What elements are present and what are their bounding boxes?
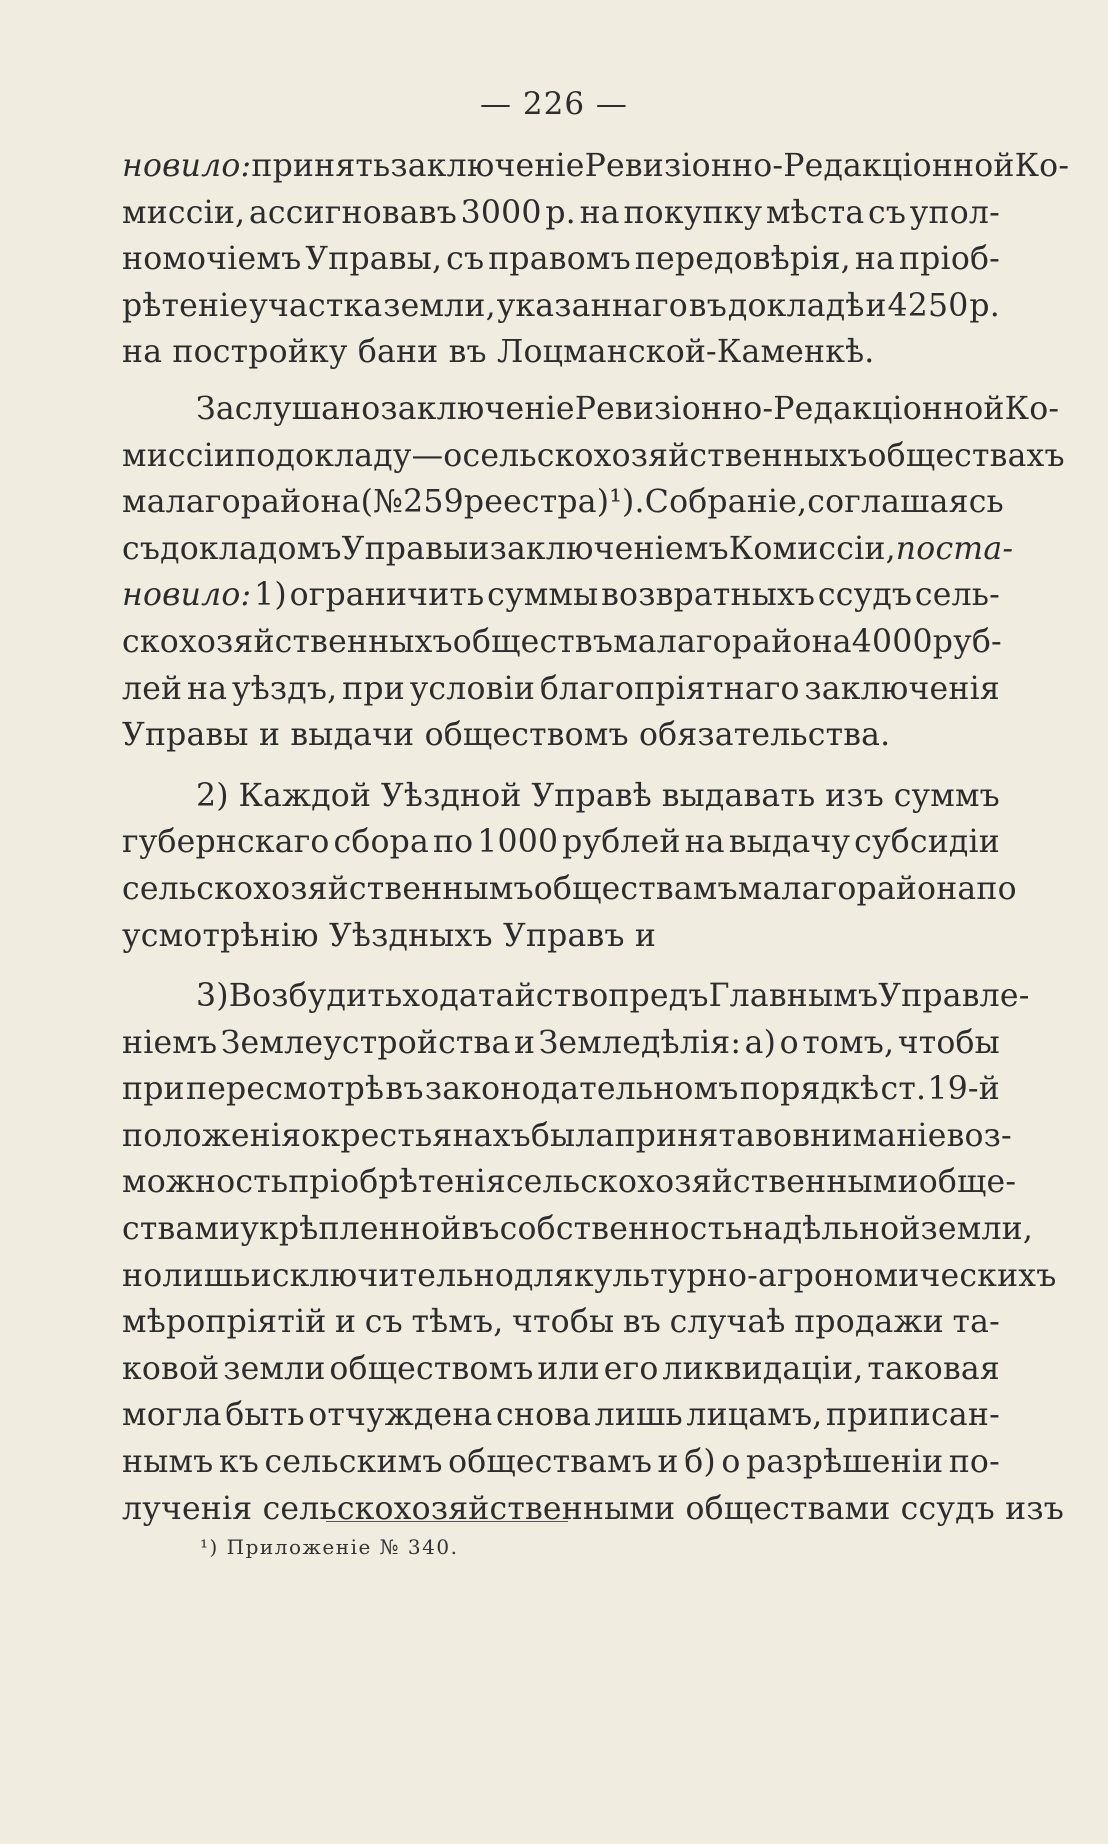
word: принята: [614, 1117, 756, 1154]
word: съ: [122, 530, 161, 567]
word: рублей: [562, 824, 681, 861]
word: о: [779, 1024, 799, 1061]
word: Землеустройства: [220, 1024, 511, 1061]
word: томъ,: [802, 1024, 895, 1061]
word: таковая: [867, 1350, 1000, 1387]
paragraph: [122, 148, 1070, 381]
word: предъ: [608, 978, 709, 1015]
word: для: [514, 1257, 574, 1294]
word: въ: [385, 1071, 424, 1108]
word: ссудъ: [900, 1490, 995, 1527]
word: Управы,: [305, 241, 443, 278]
text-line: [122, 530, 1014, 578]
word: та-: [952, 1304, 1000, 1341]
word: или: [537, 1350, 600, 1387]
word: земли,: [383, 287, 496, 324]
text-line: [122, 437, 1065, 485]
word: при: [122, 1071, 185, 1108]
word: ствами: [122, 1211, 241, 1248]
word: усмотрѣнію: [122, 917, 319, 954]
word: приписан-: [825, 1397, 1000, 1434]
word: можность: [122, 1164, 289, 1201]
text-line: [122, 334, 1000, 381]
word: пріобрѣтенія: [288, 1164, 506, 1201]
text-line: [122, 241, 1000, 288]
text-line: [122, 824, 1000, 871]
word: а): [744, 1024, 777, 1061]
word: малаго: [613, 623, 732, 660]
word: и: [513, 1024, 536, 1061]
word: по-: [948, 1444, 1000, 1481]
text-line: [122, 577, 1000, 624]
word: пріоб-: [898, 241, 1000, 278]
word: исключительно: [250, 1257, 514, 1294]
word: Ко-: [1014, 148, 1070, 184]
word: Ко-: [1004, 390, 1060, 427]
word: бани: [357, 334, 439, 371]
word: докладомъ: [160, 530, 342, 567]
word: Ревизіонно-Редакціонной: [574, 390, 1005, 427]
word: 4000: [851, 623, 933, 660]
word: упол-: [909, 194, 1000, 231]
word: по: [235, 437, 276, 474]
word: порядкѣ: [739, 1071, 880, 1108]
word: (№: [360, 484, 404, 521]
word: и: [468, 530, 490, 567]
word: Главнымъ: [708, 978, 879, 1015]
word: съ: [364, 1304, 403, 1341]
word: во: [755, 1117, 793, 1154]
text-line: [122, 1490, 1064, 1538]
word: б): [684, 1444, 716, 1481]
word: по: [976, 870, 1017, 907]
word: его: [603, 1350, 659, 1387]
word: возвратныхъ: [601, 577, 816, 614]
word: Уѣздной: [380, 777, 522, 814]
word: обществамъ: [533, 870, 738, 907]
word: въ: [448, 334, 487, 371]
word: Комиссіи,: [728, 530, 896, 567]
word: о: [721, 1444, 741, 1481]
text-line: [122, 918, 1000, 965]
text-line: [122, 870, 1017, 918]
word: въ: [688, 287, 727, 324]
word: обществомъ: [424, 717, 629, 754]
word: заключеніемъ: [489, 530, 729, 567]
word: заключенія: [804, 670, 1000, 707]
word: соглашаясь: [807, 484, 1004, 521]
word: обществъ: [452, 623, 614, 660]
word: малаго: [122, 484, 241, 521]
word: заключеніе: [390, 148, 585, 184]
word: сельскохозяйственными: [505, 1164, 919, 1201]
word: сельскохозяйственнымъ: [122, 870, 534, 907]
word: но: [122, 1257, 163, 1294]
text-line: [122, 390, 1060, 438]
word: р.: [545, 194, 576, 231]
word: лицамъ,: [686, 1397, 823, 1434]
word: Уѣздныхъ: [328, 917, 493, 954]
word: ніемъ: [122, 1024, 218, 1061]
word: на: [187, 670, 228, 707]
word: воз-: [946, 1117, 1012, 1154]
word: съ: [868, 194, 907, 231]
word: чтобы: [512, 1304, 615, 1341]
text-line: [122, 778, 1000, 825]
word: ссудъ: [817, 577, 913, 614]
word: Собраніе,: [644, 484, 808, 521]
word: укрѣпленной: [240, 1211, 462, 1248]
word: при: [342, 670, 405, 707]
paragraph: [122, 777, 1017, 964]
word: ликвидаціи,: [662, 1350, 864, 1387]
word: выдачу: [728, 824, 851, 861]
text-line: [122, 1211, 1034, 1258]
word: культурно-агрономическихъ: [573, 1257, 1057, 1294]
word: могла: [122, 1397, 222, 1434]
word: была: [530, 1117, 615, 1154]
word: и: [335, 1304, 357, 1341]
word: лученія: [122, 1490, 253, 1527]
word: условіи: [409, 670, 536, 707]
word: 259: [403, 484, 464, 521]
word: продажи: [794, 1304, 944, 1341]
word: района: [856, 870, 977, 907]
word: ассигновавъ: [248, 194, 457, 231]
word: обществами: [685, 1490, 891, 1527]
word: Земледѣлія:: [538, 1024, 742, 1061]
word: по: [432, 824, 474, 861]
word: Лоцманской-Каменкѣ.: [496, 334, 875, 371]
word: въ: [622, 1304, 662, 1341]
word: крестьянахъ: [320, 1117, 531, 1154]
word: миссіи,: [122, 194, 246, 231]
word: Каждой: [238, 777, 372, 814]
word: покупку: [623, 194, 763, 231]
text-line: [122, 1025, 1000, 1072]
word: лишь: [162, 1257, 251, 1294]
word: обществахъ: [867, 437, 1065, 474]
text-line: [122, 1117, 1012, 1165]
word: руб-: [932, 623, 1002, 660]
footnote-divider: [326, 1521, 568, 1522]
word: ограничить: [289, 577, 485, 614]
word: вниманіе: [792, 1117, 947, 1154]
word: обще-: [918, 1164, 1017, 1201]
footnote: ¹) Приложеніе № 340.: [200, 1535, 459, 1559]
word: Заслушано: [196, 390, 381, 427]
word: Управы: [341, 530, 469, 567]
word: участка: [249, 287, 383, 324]
word: быть: [225, 1397, 305, 1434]
body-text: [122, 148, 1070, 1537]
word: суммъ: [893, 777, 1000, 814]
text-line: [122, 1257, 1057, 1305]
word: на: [122, 334, 163, 371]
word: обществамъ: [448, 1444, 653, 1481]
word: миссіи: [122, 437, 236, 474]
word: 4250: [887, 287, 969, 324]
word: Управѣ: [531, 777, 652, 814]
word: благопріятнаго: [539, 670, 800, 707]
word: изъ: [1005, 1490, 1064, 1527]
word: выдавать: [661, 777, 816, 814]
word: докладу—о: [275, 437, 463, 474]
word: докладѣ: [727, 287, 865, 324]
word: и: [865, 287, 887, 324]
text-line: [122, 1164, 1017, 1211]
word: поста-: [895, 530, 1014, 567]
word: постройку: [172, 334, 348, 371]
word: случаѣ: [669, 1304, 786, 1341]
text-line: [122, 484, 1004, 531]
word: выдачи: [290, 717, 415, 754]
word: ходатайство: [402, 978, 609, 1015]
word: лей: [122, 670, 183, 707]
word: заключеніе: [380, 390, 575, 427]
word: суммы: [487, 577, 599, 614]
word: 19-й: [927, 1071, 1000, 1108]
word: ковой: [122, 1350, 220, 1387]
word: на: [684, 824, 725, 861]
word: Возбудить: [228, 978, 403, 1015]
word: мѣропріятій: [122, 1304, 327, 1341]
word: скохозяйственныхъ: [122, 623, 453, 660]
word: и: [657, 1444, 679, 1481]
word: обществомъ: [329, 1350, 534, 1387]
word: тѣмъ,: [411, 1304, 504, 1341]
word: съ: [446, 241, 485, 278]
word: сельскохозяйственныхъ: [462, 437, 868, 474]
word: ¹).: [609, 484, 645, 521]
word: 3000: [460, 194, 542, 231]
text-line: [122, 1304, 1000, 1351]
word: ст.: [880, 1071, 927, 1108]
word: отчуждена: [308, 1397, 493, 1434]
word: указаннаго: [496, 287, 688, 324]
word: нымъ: [122, 1444, 214, 1481]
word: пересмотрѣ: [186, 1071, 385, 1108]
text-line: [122, 1351, 1000, 1398]
word: и: [258, 717, 281, 754]
word: номочіемъ: [122, 241, 302, 278]
word: лишь: [594, 1397, 683, 1434]
text-line: [122, 717, 1000, 764]
word: реестра): [463, 484, 610, 521]
word: сельскохозяйственными: [262, 1490, 676, 1527]
text-line: [122, 671, 1000, 718]
word: Ревизіонно-Редакціонной: [584, 148, 1015, 184]
word: сбора: [333, 824, 430, 861]
word: р.: [969, 287, 1000, 324]
text-line: [122, 288, 1000, 335]
word: положенія: [122, 1117, 302, 1154]
word: земли,: [920, 1211, 1034, 1248]
word: сельскимъ: [264, 1444, 443, 1481]
page-number: — 226 —: [480, 86, 628, 122]
word: новило:: [122, 148, 252, 184]
paragraph: [122, 978, 1064, 1537]
word: разрѣшеніи: [745, 1444, 944, 1481]
text-line: [122, 1397, 1000, 1444]
word: о: [301, 1117, 321, 1154]
word: правомъ: [488, 241, 631, 278]
word: района: [731, 623, 852, 660]
word: района: [240, 484, 361, 521]
word: рѣтеніе: [122, 287, 249, 324]
text-line: [122, 1444, 1000, 1491]
word: 3): [196, 978, 229, 1015]
word: Управы: [122, 717, 249, 754]
word: надѣльной: [742, 1211, 921, 1248]
word: и: [634, 917, 657, 954]
word: мѣста: [765, 194, 865, 231]
word: Управъ: [502, 917, 625, 954]
word: малаго: [737, 870, 857, 907]
word: субсидіи: [854, 824, 1000, 861]
word: обязательства.: [638, 717, 891, 754]
word: въ: [461, 1211, 500, 1248]
word: къ: [218, 1444, 260, 1481]
word: снова: [496, 1397, 592, 1434]
text-line: [122, 978, 1030, 1025]
text-line: [122, 624, 1000, 671]
word: на: [579, 194, 620, 231]
word: 1): [254, 577, 287, 614]
word: законодательномъ: [424, 1071, 739, 1108]
text-line: [122, 148, 1070, 195]
word: на: [854, 241, 896, 278]
paragraph: [122, 390, 1065, 764]
word: сель-: [914, 577, 1000, 614]
word: передовѣрія,: [634, 241, 851, 278]
word: губернскаго: [122, 824, 330, 861]
word: 1000: [477, 824, 559, 861]
text-line: [122, 195, 1000, 242]
word: Управле-: [878, 978, 1030, 1015]
word: изъ: [825, 777, 884, 814]
word: земли: [223, 1350, 326, 1387]
word: собственность: [499, 1211, 743, 1248]
word: 2): [196, 777, 229, 814]
word: чтобы: [897, 1024, 1000, 1061]
text-line: [122, 1071, 1000, 1118]
word: новило:: [122, 577, 252, 614]
word: принять: [251, 148, 391, 184]
word: уѣздъ,: [232, 670, 338, 707]
